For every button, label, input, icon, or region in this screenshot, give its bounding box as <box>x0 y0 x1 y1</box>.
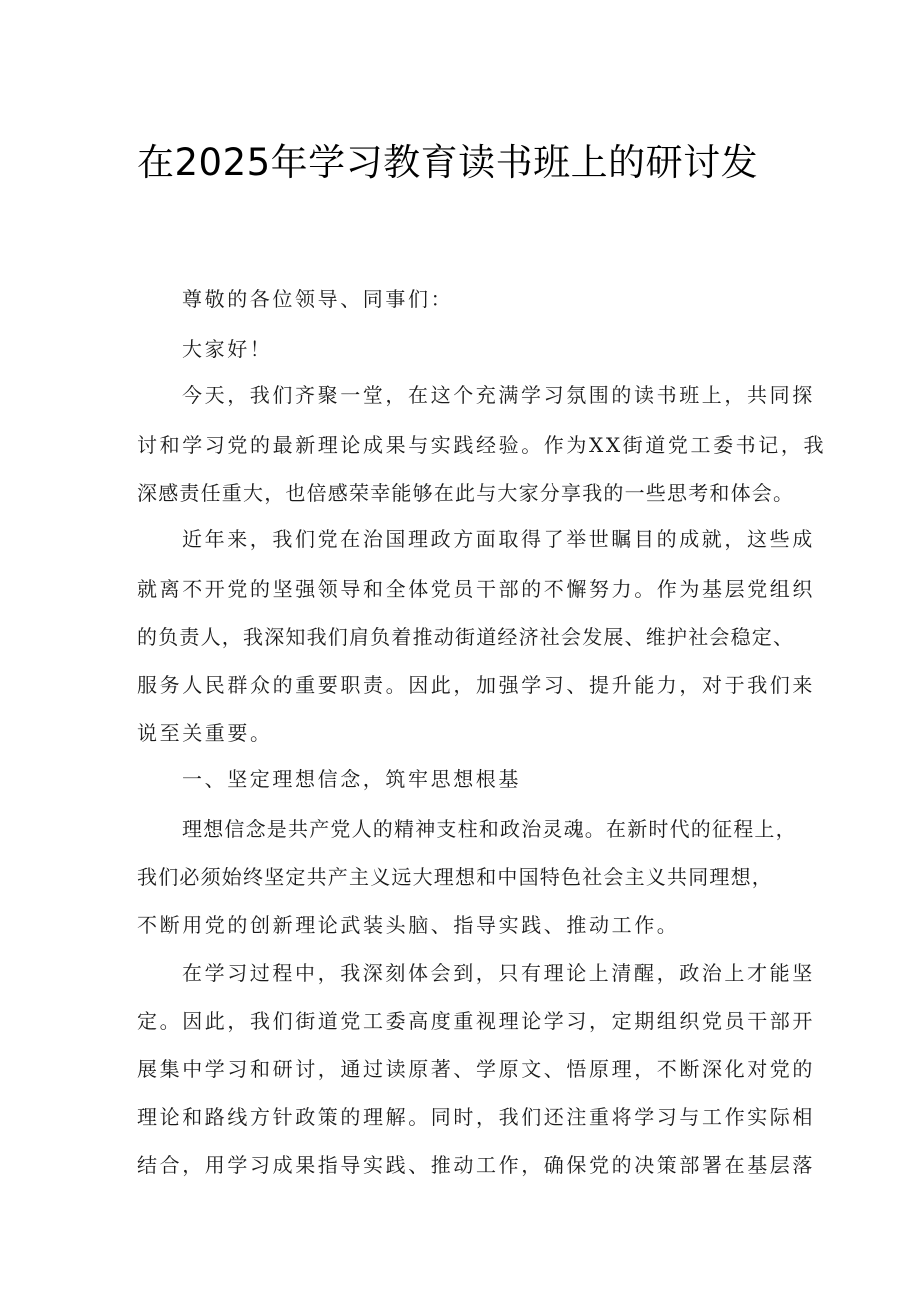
document-title: 在2025年学习教育读书班上的研讨发 <box>137 141 759 184</box>
paragraph-1-line: 深感责任重大，也倍感荣幸能够在此与大家分享我的一些思考和体会。 <box>137 481 795 505</box>
paragraph-2-line: 服务人民群众的重要职责。因此，加强学习、提升能力，对于我们来 <box>137 673 815 697</box>
paragraph-3-line: 不断用党的创新理论武装头脑、指导实践、推动工作。 <box>137 913 680 937</box>
paragraph-4-line: 结合，用学习成果指导实践、推动工作，确保党的决策部署在基层落 <box>137 1153 815 1177</box>
paragraph-4-line: 在学习过程中，我深刻体会到，只有理论上清醒，政治上才能坚 <box>182 961 815 985</box>
paragraph-1-line: 讨和学习党的最新理论成果与实践经验。作为XX街道党工委书记，我 <box>137 433 827 457</box>
paragraph-4-line: 展集中学习和研讨，通过读原著、学原文、悟原理，不断深化对党的 <box>137 1057 815 1081</box>
paragraph-1-line: 今天，我们齐聚一堂，在这个充满学习氛围的读书班上，共同探 <box>182 383 815 407</box>
paragraph-2-line: 近年来，我们党在治国理政方面取得了举世瞩目的成就，这些成 <box>182 527 815 551</box>
paragraph-2-line: 说至关重要。 <box>137 721 273 745</box>
section-heading: 一、坚定理想信念，筑牢思想根基 <box>182 767 521 791</box>
greeting: 大家好！ <box>182 337 273 361</box>
paragraph-4-line: 理论和路线方针政策的理解。同时，我们还注重将学习与工作实际相 <box>137 1105 815 1129</box>
paragraph-2-line: 的负责人，我深知我们肩负着推动街道经济社会发展、维护社会稳定、 <box>137 625 795 649</box>
salutation: 尊敬的各位领导、同事们： <box>182 287 454 311</box>
paragraph-3-line: 我们必须始终坚定共产主义远大理想和中国特色社会主义共同理想， <box>137 865 773 889</box>
paragraph-2-line: 就离不开党的坚强领导和全体党员干部的不懈努力。作为基层党组织 <box>137 577 815 601</box>
paragraph-4-line: 定。因此，我们街道党工委高度重视理论学习，定期组织党员干部开 <box>137 1009 815 1033</box>
paragraph-3-line: 理想信念是共产党人的精神支柱和政治灵魂。在新时代的征程上， <box>182 817 797 841</box>
